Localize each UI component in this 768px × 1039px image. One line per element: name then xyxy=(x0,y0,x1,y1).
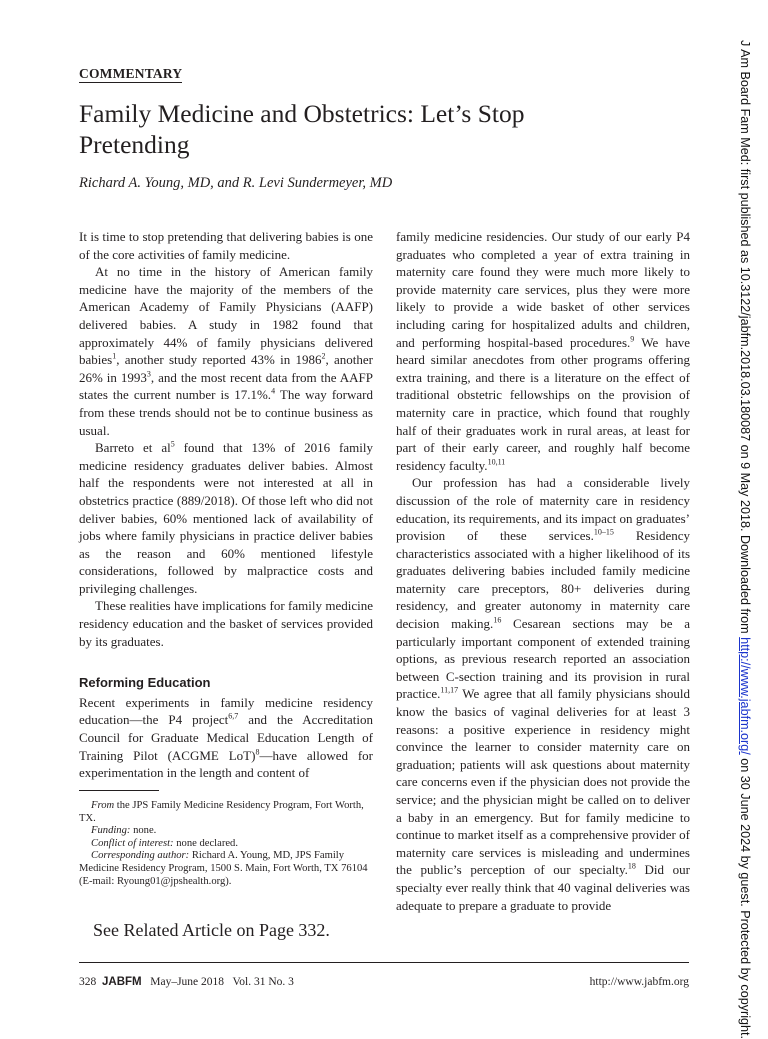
footnote-funding: Funding: none. xyxy=(91,825,157,837)
citation[interactable]: 16 xyxy=(493,615,502,625)
paragraph: It is time to stop pretending that delivering babies is one of the core activities of family medicine. xyxy=(79,229,373,262)
author-footnotes xyxy=(79,800,373,888)
citation[interactable]: 1 xyxy=(112,351,117,361)
journal-url[interactable]: http://www.jabfm.org xyxy=(589,976,689,988)
citation[interactable]: 10,11 xyxy=(487,457,506,467)
right-column xyxy=(396,228,690,914)
citation[interactable]: 11,17 xyxy=(440,686,459,696)
citation[interactable]: 10–15 xyxy=(593,527,614,537)
journal-link[interactable]: http://www.jabfm.org/ xyxy=(738,637,752,755)
page-footer xyxy=(79,976,294,988)
related-article-link[interactable]: See Related Article on Page 332. xyxy=(93,920,330,940)
section-label: COMMENTARY xyxy=(79,66,183,81)
paragraph: Recent experiments in family medicine residency education—the P4 project$^{6,7}$ and the Accreditation Council for Graduate Medical Education Length of Training Pilot (ACGME LoT)$^8$—have allowed for experimentation in the length and content of xyxy=(79,694,374,781)
footnote-divider xyxy=(79,790,159,791)
paragraph: Our profession has had a considerable lively discussion of the role of maternity care in residency education, its requirements, and its impact on graduates’ provision of these services.$^{10-15}$ Residency characteristics associated with a higher likelihood of its graduates delivering babies included family medicine maternity care preceptors, 80+ deliveries during residency, and greater autonomy in maternity care decision making.$^{16}$ Cesarean sections may be a particularly important component of extended training options, as previous research reported an association between C-section training and its provision in rural practice.$^{11,17}$ We agree that all family physicians should know the basics of vaginal deliveries for at least 3 reasons: a positive experience in residency might convince the learner to consider maternity care on graduation; patients will ask questions about maternity care concerns even if the physician does not provide the service; and the physician might be called on to deliver a baby in an emergency. But for family medicine to continue to market itself as a comprehensive provider of maternity care services is misleading and undermines the public’s perception of our specialty.$^{18}$ Did our specialty ever really think that 40 vaginal deliveries was adequate to prepare a graduate to provide xyxy=(396,475,690,913)
citation[interactable]: 6,7 xyxy=(228,712,239,722)
footnote-conflict: Conflict of interest: none declared. xyxy=(91,837,239,849)
citation[interactable]: 9 xyxy=(630,334,635,344)
citation[interactable]: 2 xyxy=(321,351,326,361)
paragraph: At no time in the history of American family medicine have the majority of the members of the American Academy of Family Physicians (AAFP) delivered babies. A study in 1982 found that approximately 44% of family physicians delivered babies$^1$, another study reported 43% in 1986$^2$, another 26% in 1993$^3$, and the most recent data from the AAFP states the current number is 17.1%.$^4$ The way forward from these trends should not be to continue business as usual. xyxy=(79,264,374,438)
page-number: 328 xyxy=(79,976,97,988)
section-heading: Reforming Education xyxy=(79,675,211,691)
paragraph: family medicine residencies. Our study of our early P4 graduates who completed a year of extra training in maternity care found they were much more likely to provide maternity care services, plus they were more likely to provide a wide basket of other services including caring for hospitalized adults and children, and performing hospital-based procedures.$^9$ We have heard similar anecdotes from other programs offering extra training, and there is a literature on the effect of traditional obstetric fellowships on the provision of maternity care in practice, which found that roughly half of their graduates work in rural areas, at least for part of their early career, and roughly half become residency faculty.$^{10,11}$ xyxy=(396,229,690,473)
journal-name: JABFM xyxy=(102,976,142,988)
citation[interactable]: 5 xyxy=(170,439,175,449)
journal-issue: May–June 2018 Vol. 31 No. 3 xyxy=(150,976,294,988)
citation[interactable]: 3 xyxy=(146,369,151,379)
left-column xyxy=(79,228,373,782)
citation[interactable]: 8 xyxy=(255,747,260,757)
citation[interactable]: 18 xyxy=(627,862,636,872)
citation[interactable]: 4 xyxy=(271,387,276,397)
download-watermark: J Am Board Fam Med: first published as 10.3122/jabfm.2018.03.180087 on 9 May 2018. Downloaded from http://www.jabfm.org/ on 30 June 2024 by guest. Protected by copyright. xyxy=(738,40,752,1039)
authors: Richard A. Young, MD, and R. Levi Sundermeyer, MD xyxy=(79,175,393,191)
footnote-affiliation: From the JPS Family Medicine Residency Program, Fort Worth, TX. xyxy=(79,800,364,824)
paragraph: These realities have implications for family medicine residency education and the basket of services provided by its graduates. xyxy=(79,598,373,649)
article-title: Family Medicine and Obstetrics: Let’s Stop Pretending xyxy=(79,99,525,159)
footnote-corresponding: Corresponding author: Richard A. Young, MD, JPS Family Medicine Residency Program, 1500 S. Main, Fort Worth, TX 76104 (E-mail: Ryoung01@jpshealth.org). xyxy=(79,850,368,887)
paragraph: Barreto et $al^5$ found that 13% of 2016 family medicine residency graduates deliver babies. Almost half the respondents were not interested at all in obstetrics practice (889/2018). Of those left who did not deliver babies, 60% mentioned lack of availability of jobs where family physicians in practice deliver babies as the reason and 60% mentioned lifestyle considerations, followed by malpractice costs and privileging challenges. xyxy=(79,439,373,596)
footer-divider xyxy=(79,962,689,963)
